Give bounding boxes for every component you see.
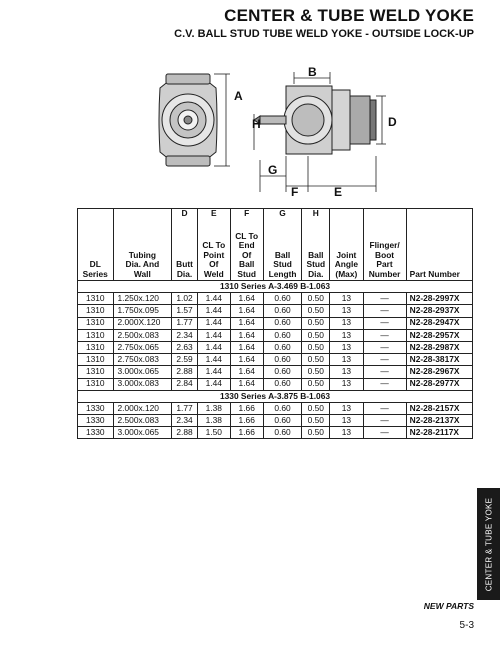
table-cell: — [363, 354, 406, 366]
table-cell: 2.59 [172, 354, 198, 366]
table-cell: 1.64 [230, 341, 263, 353]
label-e: E [334, 185, 343, 199]
section-side-tab [477, 488, 500, 600]
column-header-line: Ball [274, 249, 291, 260]
column-letter-header: F [230, 209, 263, 222]
table-cell: 1.44 [197, 341, 230, 353]
table-cell: 1.64 [230, 329, 263, 341]
label-g: G [268, 163, 278, 177]
series-heading: 1330 Series A-3.875 B-1.063 [78, 390, 473, 402]
column-header-line: Dia. And [125, 259, 160, 270]
column-letter-header: D [172, 209, 198, 222]
new-parts-note: NEW PARTS [423, 601, 474, 611]
column-header-line: Stud [273, 259, 292, 270]
table-cell: 1.50 [197, 427, 230, 439]
table-cell: 1.77 [172, 402, 198, 414]
table-cell: 0.50 [302, 341, 330, 353]
table-cell: N2-28-3817X [406, 354, 472, 366]
table-cell: 0.50 [302, 415, 330, 427]
table-cell: 0.50 [302, 305, 330, 317]
table-row [78, 341, 473, 353]
table-cell: 1.57 [172, 305, 198, 317]
table-cell: 13 [330, 378, 363, 390]
column-header-line: CL To [235, 230, 259, 241]
table-cell: — [363, 293, 406, 305]
table-cell: 1330 [78, 415, 114, 427]
table-cell: 0.50 [302, 402, 330, 414]
table-cell: 2.500x.083 [113, 329, 172, 341]
table-cell: 3.000x.065 [113, 427, 172, 439]
specification-table [77, 208, 473, 439]
table-cell: 1.64 [230, 293, 263, 305]
table-cell: 0.50 [302, 427, 330, 439]
table-row [78, 317, 473, 329]
table-cell: 1310 [78, 341, 114, 353]
column-header-line: Dia. [176, 268, 193, 279]
table-cell: 0.60 [263, 329, 302, 341]
table-cell: 1.66 [230, 427, 263, 439]
page-title: CENTER & TUBE WELD YOKE [224, 6, 474, 25]
table-cell: 13 [330, 305, 363, 317]
column-header-line: Number [368, 268, 401, 279]
table-cell: 1.64 [230, 305, 263, 317]
table-cell: 1.64 [230, 317, 263, 329]
table-row [78, 415, 473, 427]
page-number: 5-3 [459, 620, 474, 631]
table-cell: — [363, 402, 406, 414]
table-cell: 2.000X.120 [113, 317, 172, 329]
table-cell: 1310 [78, 354, 114, 366]
column-header [302, 221, 330, 281]
table-cell: — [363, 341, 406, 353]
table-cell: 0.60 [263, 354, 302, 366]
series-heading-row [78, 390, 473, 402]
table-cell: 2.500x.083 [113, 415, 172, 427]
table-cell: N2-28-2937X [406, 305, 472, 317]
column-header [263, 221, 302, 281]
column-header [172, 221, 198, 281]
table-cell: 1310 [78, 378, 114, 390]
table-cell: 3.000x.065 [113, 366, 172, 378]
table-cell: — [363, 305, 406, 317]
table-cell: 1310 [78, 293, 114, 305]
column-header-line: CL To [202, 240, 226, 251]
table-row [78, 378, 473, 390]
page-subtitle: C.V. BALL STUD TUBE WELD YOKE - OUTSIDE LOCK-UP [174, 28, 474, 40]
column-letter-header [406, 209, 472, 222]
table-cell: 0.60 [263, 366, 302, 378]
column-header-line: Part [376, 259, 393, 270]
table-row [78, 366, 473, 378]
column-header-line: End [238, 240, 255, 251]
table-cell: 0.60 [263, 317, 302, 329]
yoke-end-view [159, 74, 217, 166]
table-row [78, 427, 473, 439]
column-header-line: Tubing [128, 249, 157, 260]
table-cell: N2-28-2157X [406, 402, 472, 414]
table-row [78, 293, 473, 305]
table-cell: 1330 [78, 427, 114, 439]
label-b: B [308, 65, 317, 79]
table-row [78, 354, 473, 366]
dimension-d [376, 96, 386, 144]
table-cell: 13 [330, 415, 363, 427]
table-cell: 1310 [78, 317, 114, 329]
column-header [78, 221, 114, 281]
column-header [230, 221, 263, 281]
column-header-line: Point [203, 249, 225, 260]
column-header-line: Stud [237, 268, 256, 279]
dimension-gfe [260, 156, 376, 192]
column-header-line: Boot [375, 249, 395, 260]
column-header-line: Stud [306, 259, 326, 270]
column-header-line: Angle [334, 259, 358, 270]
table-cell: 2.88 [172, 366, 198, 378]
header-name-row [78, 221, 473, 281]
table-cell: 0.60 [263, 402, 302, 414]
table-cell: N2-28-2117X [406, 427, 472, 439]
table-cell: 1.64 [230, 354, 263, 366]
table-cell: 1.44 [197, 366, 230, 378]
table-cell: 2.750x.065 [113, 341, 172, 353]
column-header [330, 221, 363, 281]
table-cell: — [363, 427, 406, 439]
table-cell: 1.44 [197, 378, 230, 390]
column-header-line: Length [268, 268, 297, 279]
table-cell: 0.50 [302, 317, 330, 329]
table-cell: — [363, 415, 406, 427]
table-cell: 1.02 [172, 293, 198, 305]
table-cell: 1.44 [197, 293, 230, 305]
column-header-line: Weld [203, 268, 224, 279]
column-letter-header: G [263, 209, 302, 222]
table-cell: 2.34 [172, 329, 198, 341]
table-cell: 1.250x.120 [113, 293, 172, 305]
table-cell: 1.44 [197, 329, 230, 341]
table-cell: 0.50 [302, 293, 330, 305]
table-cell: 1.38 [197, 415, 230, 427]
table-cell: 1.64 [230, 366, 263, 378]
table-cell: 13 [330, 293, 363, 305]
label-h: H [252, 117, 261, 131]
table-cell: 2.750x.083 [113, 354, 172, 366]
label-d: D [388, 115, 397, 129]
table-cell: 2.34 [172, 415, 198, 427]
column-header-line: Ball [308, 249, 324, 260]
yoke-side-view [254, 86, 376, 154]
column-header [113, 221, 172, 281]
table-cell: 1.44 [197, 305, 230, 317]
table-cell: 3.000x.083 [113, 378, 172, 390]
table-cell: N2-28-2967X [406, 366, 472, 378]
column-header-line: (Max) [335, 268, 358, 279]
table-cell: 13 [330, 366, 363, 378]
column-header [406, 221, 472, 281]
table-cell: 1.77 [172, 317, 198, 329]
table-cell: — [363, 378, 406, 390]
table-cell: 13 [330, 317, 363, 329]
table-cell: 1.44 [197, 317, 230, 329]
table-cell: N2-28-2947X [406, 317, 472, 329]
table-cell: 1310 [78, 305, 114, 317]
series-heading-row [78, 281, 473, 293]
table-cell: 0.60 [263, 305, 302, 317]
column-letter-header: H [302, 209, 330, 222]
table-row [78, 329, 473, 341]
yoke-diagram [148, 60, 408, 200]
column-header-line: Flinger/ [369, 240, 400, 251]
table-cell: 1310 [78, 366, 114, 378]
table-cell: 0.60 [263, 427, 302, 439]
label-a: A [234, 89, 243, 103]
table-cell: 13 [330, 427, 363, 439]
table-cell: 1.64 [230, 378, 263, 390]
column-letter-header [330, 209, 363, 222]
table-cell: 2.84 [172, 378, 198, 390]
column-header-line: Ball [239, 259, 255, 270]
column-header-line: Dia. [308, 268, 324, 279]
table-cell: 1.750x.095 [113, 305, 172, 317]
column-header-line: Wall [133, 268, 151, 279]
table-cell: 2.63 [172, 341, 198, 353]
side-tab-label: CENTER & TUBE YOKE [484, 497, 494, 591]
table-cell: N2-28-2137X [406, 415, 472, 427]
table-cell: 0.60 [263, 293, 302, 305]
table-cell: 0.50 [302, 378, 330, 390]
table-cell: N2-28-2977X [406, 378, 472, 390]
table-cell: 1.38 [197, 402, 230, 414]
table-cell: N2-28-2997X [406, 293, 472, 305]
header-letter-row [78, 209, 473, 222]
column-header-line: Series [82, 268, 108, 279]
column-header-line: Butt [176, 259, 193, 270]
table-cell: 13 [330, 329, 363, 341]
table-cell: N2-28-2987X [406, 341, 472, 353]
table-cell: 2.88 [172, 427, 198, 439]
table-cell: 13 [330, 402, 363, 414]
label-f: F [291, 185, 299, 199]
column-letter-header [113, 209, 172, 222]
column-header [363, 221, 406, 281]
column-header-line: DL [89, 259, 101, 270]
table-cell: 0.60 [263, 378, 302, 390]
column-header-line: Of [242, 249, 252, 260]
column-header-line: Part Number [409, 268, 460, 279]
table-row [78, 402, 473, 414]
table-cell: 0.50 [302, 329, 330, 341]
table-cell: 1.66 [230, 402, 263, 414]
column-letter-header [363, 209, 406, 222]
table-cell: N2-28-2957X [406, 329, 472, 341]
table-cell: — [363, 366, 406, 378]
table-cell: 1.44 [197, 354, 230, 366]
table-cell: 2.000x.120 [113, 402, 172, 414]
column-letter-header [78, 209, 114, 222]
table-cell: — [363, 329, 406, 341]
column-letter-header: E [197, 209, 230, 222]
column-header-line: Of [209, 259, 219, 270]
column-header-line: Joint [336, 249, 357, 260]
table-cell: 0.50 [302, 366, 330, 378]
table-cell: 13 [330, 354, 363, 366]
table-cell: 0.60 [263, 415, 302, 427]
table-cell: — [363, 317, 406, 329]
table-cell: 0.60 [263, 341, 302, 353]
table-cell: 0.50 [302, 354, 330, 366]
table-cell: 1330 [78, 402, 114, 414]
column-header [197, 221, 230, 281]
table-cell: 1.66 [230, 415, 263, 427]
table-cell: 13 [330, 341, 363, 353]
series-heading: 1310 Series A-3.469 B-1.063 [78, 281, 473, 293]
table-row [78, 305, 473, 317]
table-cell: 1310 [78, 329, 114, 341]
